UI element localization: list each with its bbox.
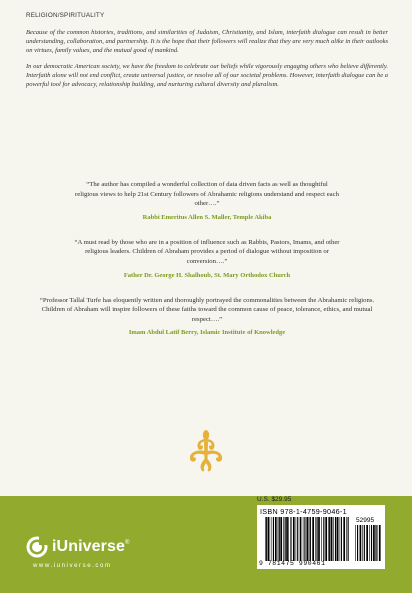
publisher-name: iUniverse® bbox=[52, 538, 130, 555]
endorsement-1 bbox=[26, 180, 388, 221]
price-label: U.S. $29.95 bbox=[257, 496, 292, 503]
barcode-digits: 9 781475 990461 bbox=[259, 560, 326, 567]
publisher-logo bbox=[26, 532, 129, 562]
barcode-price-code: 52995 bbox=[356, 517, 375, 524]
endorsements bbox=[26, 180, 388, 353]
publisher-url: www.iuniverse.com bbox=[33, 563, 112, 569]
iuniverse-logo-icon bbox=[26, 536, 48, 558]
isbn-number: ISBN 978-1-4759-9046-1 bbox=[260, 507, 347, 516]
endorsement-3 bbox=[26, 296, 388, 337]
endorsement-2 bbox=[26, 238, 388, 279]
endorsement-attribution: Rabbi Emeritus Allen S. Maller, Temple Akiba bbox=[142, 213, 272, 221]
intro-text bbox=[26, 28, 388, 97]
barcode-bars-icon bbox=[265, 517, 349, 561]
endorsement-text: “The author has compiled a wonderful collection of data driven facts as well as thoughtful religious views to help 21st Century followers of Abrahamic religions understand and respect each other….” bbox=[75, 181, 339, 208]
barcode-addon-bars-icon bbox=[355, 525, 381, 561]
intro-paragraph-2: In our democratic American society, we have the freedom to celebrate our beliefs while vigorously engaging others who believe differently. Interfaith alone will not end conflict, create universal justice, or resolve all of our societal problems. However, interfaith dialogue can be a powerful tool for advocacy, relationship building, and nurturing cultural diversity and pluralism. bbox=[26, 63, 388, 89]
isbn-barcode bbox=[257, 505, 385, 569]
category-label: RELIGION/SPIRITUALITY bbox=[26, 12, 105, 19]
intro-paragraph-1: Because of the common histories, traditions, and similarities of Judaism, Christianity, and Islam, interfaith dialogue can result in better understanding, collaboration, and partnership. It is the hope that their followers will realize that they are very much alike in their outlooks on virtues, family values, and the mutual good of mankind. bbox=[26, 29, 388, 55]
endorsement-text: “A must read by those who are in a position of influence such as Rabbis, Pastors, Imams, and other religious leaders. Children of Abraham provides a period of dialogue without imposition or conversion….” bbox=[74, 238, 340, 265]
endorsement-attribution: Father Dr. George H. Shalhoub, St. Mary Orthodox Church bbox=[123, 271, 291, 279]
endorsement-attribution: Imam Abdul Latif Berry, Islamic Institute of Knowledge bbox=[128, 329, 286, 337]
flourish-ornament-icon bbox=[186, 429, 226, 473]
endorsement-text: “Professor Tallal Turfe has eloquently written and thoroughly portrayed the commonalities between the Abrahamic religions. Children of Abraham will inspire followers of these faiths toward the common cause of peace, tolerance, ethics, and mutual respect….” bbox=[39, 296, 375, 323]
